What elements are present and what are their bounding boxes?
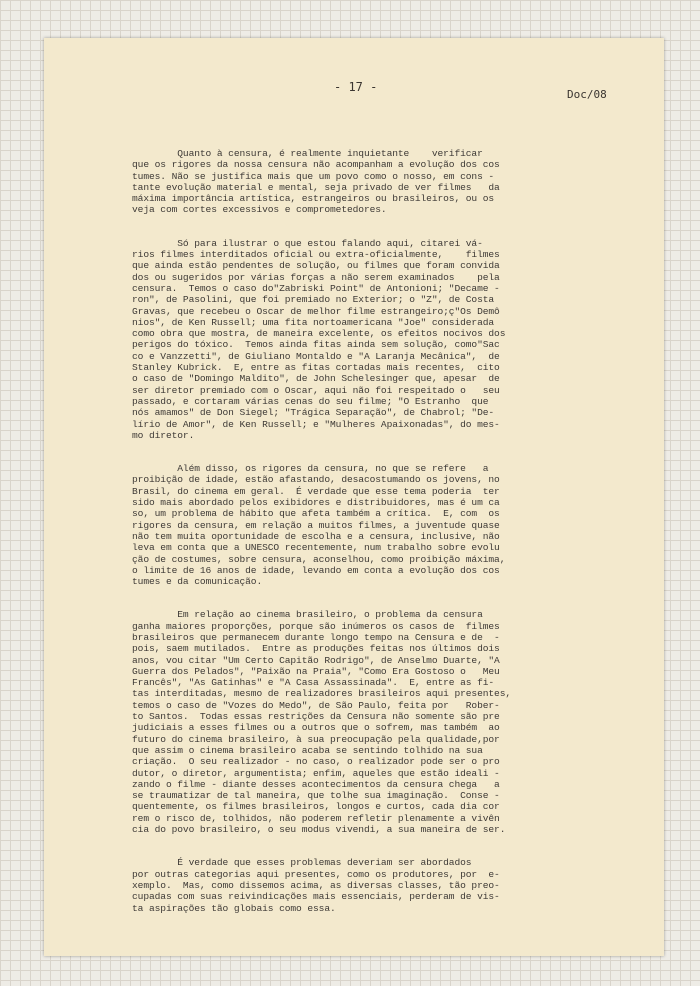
- text-line: anos, vou citar "Um Certo Capitão Rodrigo", de Anselmo Duarte, "A: [132, 654, 500, 666]
- text-line: quentemente, os filmes brasileiros, longos e curtos, cada dia cor: [132, 801, 500, 813]
- text-line: leva em conta que a UNESCO recentemente, num trabalho sobre evolu: [132, 542, 500, 554]
- text-line: Francês", "As Gatinhas" e "A Casa Assassinada". E, entre as fi-: [132, 677, 495, 689]
- text-line: que os rigores da nossa censura não acompanham a evolução dos cos: [132, 159, 500, 171]
- text-line: tante evolução material e mental, seja privado de ver filmes da: [132, 181, 500, 193]
- paragraph-gap: [132, 441, 654, 463]
- text-line: É verdade que esses problemas deveriam ser abordados: [132, 857, 472, 869]
- text-line: passado, e cortaram várias cenas do seu filme; "O Estranho que: [132, 395, 489, 407]
- text-line: to Santos. Todas essas restrições da Censura não somente são pre: [132, 711, 500, 723]
- text-line: máxima importância artística, estrangeiros ou brasileiros, ou os: [132, 193, 495, 205]
- text-line: Em relação ao cinema brasileiro, o problema da censura: [132, 609, 483, 621]
- text-line: rem o risco de, tolhidos, não poderem refletir plenamente a vivên: [132, 812, 500, 824]
- text-line: por outras categorias aqui presentes, como os produtores, por e-: [132, 868, 500, 880]
- text-line: cia do povo brasileiro, o seu modus vivendi, a sua maneira de ser.: [132, 824, 506, 836]
- text-line: como obra que mostra, de maneira excelente, os efeitos nocivos dos: [132, 328, 506, 340]
- text-line: que ainda estão pendentes de solução, ou filmes que foram convida: [132, 260, 500, 272]
- text-line: nios", de Ken Russell; uma fita nortoamericana "Joe" considerada: [132, 316, 495, 328]
- paragraph: [132, 148, 654, 216]
- text-line: temos o caso de "Vozes do Medo", de São Paulo, feita por Rober-: [132, 699, 500, 711]
- text-line: tumes e da comunicação.: [132, 576, 263, 588]
- text-line: tas interditadas, mesmo de realizadores brasileiros aqui presentes,: [132, 688, 512, 700]
- text-line: dos ou sugeridos por várias forças a não serem examinados pela: [132, 271, 500, 283]
- text-line: ganha maiores proporções, porque são inúmeros os casos de filmes: [132, 620, 500, 632]
- text-line: pois, saem mutilados. Entre as produções feitas nos últimos dois: [132, 643, 500, 655]
- text-line: que assim o cinema brasileiro acaba se sentindo tolhido na sua: [132, 744, 483, 756]
- paragraph-gap: [132, 587, 654, 609]
- text-line: Stanley Kubrick. E, entre as fitas cortadas mais recentes, cito: [132, 362, 500, 374]
- text-line: mo diretor.: [132, 429, 195, 441]
- text-line: xemplo. Mas, como dissemos acima, as diversas classes, tão preo-: [132, 879, 500, 891]
- text-line: Além disso, os rigores da censura, no que se refere a: [132, 463, 489, 475]
- paragraph: [132, 609, 654, 835]
- text-line: sido mais abordado pelos exibidores e distribuidores, mas é um ca: [132, 497, 500, 509]
- text-line: rigores da censura, em relação a muitos filmes, a juventude quase: [132, 519, 500, 531]
- text-line: proibição de idade, estão afastando, desacostumando os jovens, no: [132, 474, 500, 486]
- text-line: judiciais a esses filmes ou a outros que o sofrem, mas também ao: [132, 722, 500, 734]
- text-line: Brasil, do cinema em geral. É verdade que esse tema poderia ter: [132, 485, 500, 497]
- text-line: Guerra dos Pelados", "Paixão na Praia", "Como Era Gostoso o Meu: [132, 665, 500, 677]
- text-line: não tem muita oportunidade de escolha e a censura, inclusive, não: [132, 530, 500, 542]
- text-line: se traumatizar de tal maneira, que tolhe sua imaginação. Conse -: [132, 790, 500, 802]
- text-line: censura. Temos o caso do"Zabriski Point" de Antonioni; "Decame -: [132, 282, 500, 294]
- text-line: o limite de 16 anos de idade, levando em conta a evolução dos cos: [132, 564, 500, 576]
- paragraph-gap: [132, 216, 654, 238]
- text-line: ção de costumes, sobre censura, aconselhou, como proibição máxima,: [132, 553, 506, 565]
- text-line: co e Vanzzetti", de Giuliano Montaldo e "A Laranja Mecânica", de: [132, 350, 500, 362]
- text-line: brasileiros que permanecem durante longo tempo na Censura e de -: [132, 631, 500, 643]
- text-line: o caso de "Domingo Maldito", de John Schelesinger que, apesar de: [132, 373, 500, 385]
- paragraph: [132, 857, 654, 913]
- text-line: dutor, o diretor, argumentista; enfim, aqueles que estão ideali -: [132, 767, 500, 779]
- text-line: cupadas com suas reivindicações mais essenciais, perderam de vis-: [132, 891, 500, 903]
- text-line: Quanto à censura, é realmente inquietante verificar: [132, 148, 483, 159]
- text-line: so, um problema de hábito que afeta também a crítica. E, com os: [132, 508, 500, 520]
- text-line: lírio de Amor", de Ken Russell; e "Mulheres Apaixonadas", do mes-: [132, 418, 500, 430]
- text-line: ta aspirações tão globais como essa.: [132, 902, 336, 914]
- page-number: - 17 -: [334, 80, 378, 94]
- text-line: veja com cortes excessivos e comprometedores.: [132, 204, 387, 216]
- paragraph: [132, 238, 654, 441]
- text-line: futuro do cinema brasileiro, à sua preocupação pela qualidade,por: [132, 733, 500, 745]
- text-line: ron", de Pasolini, que foi premiado no Exterior; o "Z", de Costa: [132, 294, 495, 306]
- document-reference: Doc/08: [567, 88, 607, 101]
- document-body: [132, 148, 654, 914]
- text-line: perigos do tóxico. Temos ainda fitas ainda sem solução, como"Sac: [132, 339, 500, 351]
- text-line: criação. O seu realizador - no caso, o realizador pode ser o pro: [132, 756, 500, 768]
- text-line: Gravas, que recebeu o Oscar de melhor filme estrangeiro;ç"Os Demô: [132, 305, 500, 317]
- text-line: nós amamos" de Don Siegel; "Trágica Separação", de Chabrol; "De-: [132, 407, 495, 419]
- text-line: ser diretor premiado com o Oscar, aqui não foi respeitado o seu: [132, 384, 500, 396]
- text-line: zando o filme - diante desses acontecimentos da censura chega a: [132, 778, 500, 790]
- text-line: tumes. Não se justifica mais que um povo como o nosso, em cons -: [132, 170, 495, 182]
- text-line: rios filmes interditados oficial ou extra-oficialmente, filmes: [132, 249, 500, 261]
- typewritten-page: [44, 38, 664, 956]
- paragraph-gap: [132, 835, 654, 857]
- text-line: Só para ilustrar o que estou falando aqui, citarei vá-: [132, 237, 483, 249]
- paragraph: [132, 463, 654, 587]
